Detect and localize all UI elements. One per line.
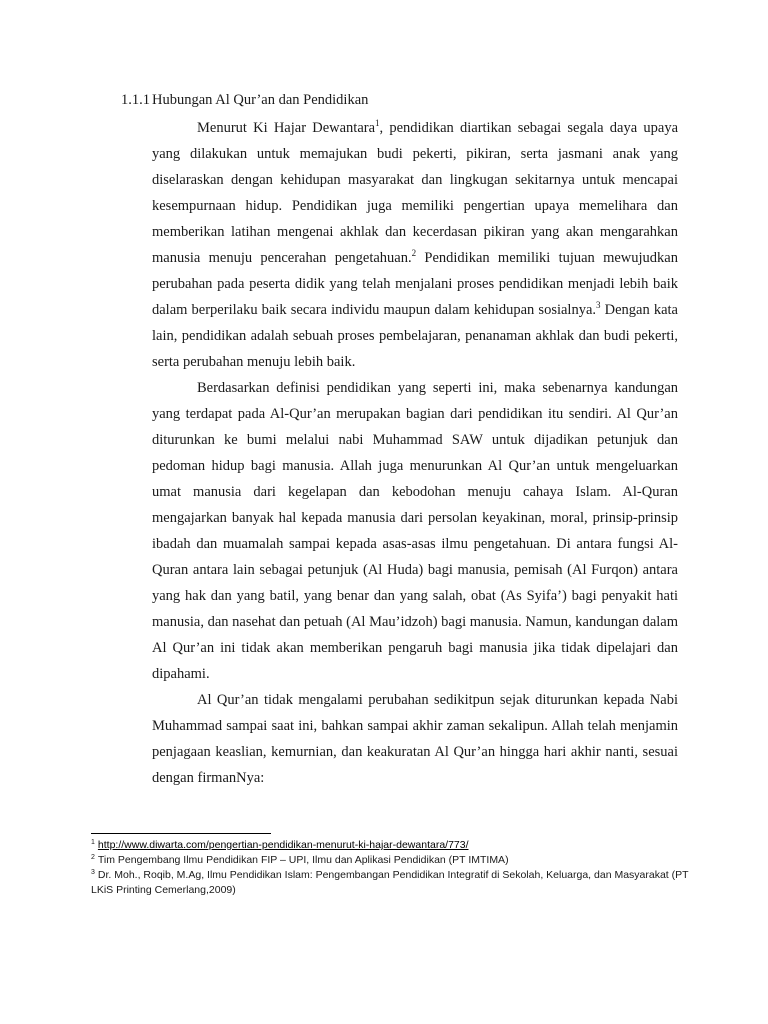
paragraph-1-part-b: , pendidikan diartikan sebagai segala daya upaya yang dilakukan untuk memajukan budi pekerti, pikiran, serta jasmani anak yang diselaraskan dengan kehidupan masyarakat dan lingkugan sekitarnya untuk mencapai kesempurnaan hidup. Pendidikan juga memiliki pengertian upaya memelihara dan memberikan latihan mengenai akhlak dan kecerdasan pikiran yang akan mengarahkan manusia menuju pencerahan pengetahuan. bbox=[152, 120, 678, 266]
section-number: 1.1.1 bbox=[121, 92, 150, 108]
section-heading bbox=[121, 90, 368, 110]
footnote-3-number: 3 bbox=[91, 869, 95, 876]
footnote-separator bbox=[91, 833, 271, 834]
paragraph-1-part-c: Pendidikan memiliki tujuan mewujudkan perubahan pada peserta didik yang telah menjalani proses pendidikan menjadi lebih baik dalam berperilaku baik secara individu maupun dalam kehidupan sosialnya. bbox=[152, 250, 678, 318]
footnote-1 bbox=[91, 838, 691, 853]
footnote-2-text: Tim Pengembang Ilmu Pendidikan FIP – UPI, Ilmu dan Aplikasi Pendidikan (PT IMTIMA) bbox=[97, 854, 509, 866]
body-text bbox=[152, 115, 678, 791]
footnote-ref-3: 3 bbox=[596, 300, 601, 310]
paragraph-2: Berdasarkan definisi pendidikan yang seperti ini, maka sebenarnya kandungan yang terdapat pada Al-Qur’an merupakan bagian dari pendidikan itu sendiri. Al Qur’an diturunkan ke bumi melalui nabi Muhammad SAW untuk dijadikan petunjuk dan pedoman hidup bagi manusia. Allah juga menurunkan Al Qur’an untuk mengeluarkan umat manusia dari kegelapan dan kebodohan menuju cahaya Islam. Al-Quran mengajarkan banyak hal kepada manusia dari persolan keyakinan, moral, prinsip-prinsip ibadah dan muamalah sampai kepada asas-asas ilmu pengetahuan. Di antara fungsi Al-Quran antara lain sebagai petunjuk (Al Huda) bagi manusia, pemisah (Al Furqon) antara yang hak dan yang batil, yang benar dan yang salah, obat (As Syifa’) bagi penyakit hati manusia, dan nasehat dan petuah (Al Mau’idzoh) bagi manusia. Namun, kandungan dalam Al Qur’an ini tidak akan memberikan pengaruh bagi manusia jika tidak dipelajari dan dipahami. bbox=[152, 380, 678, 682]
footnote-2 bbox=[91, 853, 691, 868]
footnote-ref-2: 2 bbox=[411, 248, 417, 258]
footnote-2-number: 2 bbox=[91, 854, 95, 861]
paragraph-1 bbox=[152, 115, 678, 375]
section-title: Hubungan Al Qur’an dan Pendidikan bbox=[152, 92, 369, 108]
paragraph-3: Al Qur’an tidak mengalami perubahan sedikitpun sejak diturunkan kepada Nabi Muhammad sampai saat ini, bahkan sampai akhir zaman sekalipun. Allah telah menjamin penjagaan keaslian, kemurnian, dan keakuratan Al Qur’an hingga hari akhir nanti, sesuai dengan firmanNya: bbox=[152, 692, 678, 786]
footnote-1-number: 1 bbox=[91, 839, 95, 846]
footnote-ref-1: 1 bbox=[375, 118, 380, 128]
footnote-3 bbox=[91, 868, 691, 898]
footnote-1-link[interactable]: http://www.diwarta.com/pengertian-pendidikan-menurut-ki-hajar-dewantara/773/ bbox=[97, 839, 469, 851]
footnotes bbox=[91, 838, 691, 898]
paragraph-1-part-d: Dengan kata lain, pendidikan adalah sebuah proses pembelajaran, penanaman akhlak dan budi pekerti, serta perubahan menuju lebih baik. bbox=[152, 302, 678, 370]
footnote-3-text: Dr. Moh., Roqib, M.Ag, Ilmu Pendidikan Islam: Pengembangan Pendidikan Integratif di Sekolah, Keluarga, dan Masyarakat (PT LKiS Printing Cemerlang,2009) bbox=[91, 869, 689, 896]
paragraph-1-part-a: Menurut Ki Hajar Dewantara bbox=[197, 120, 376, 136]
